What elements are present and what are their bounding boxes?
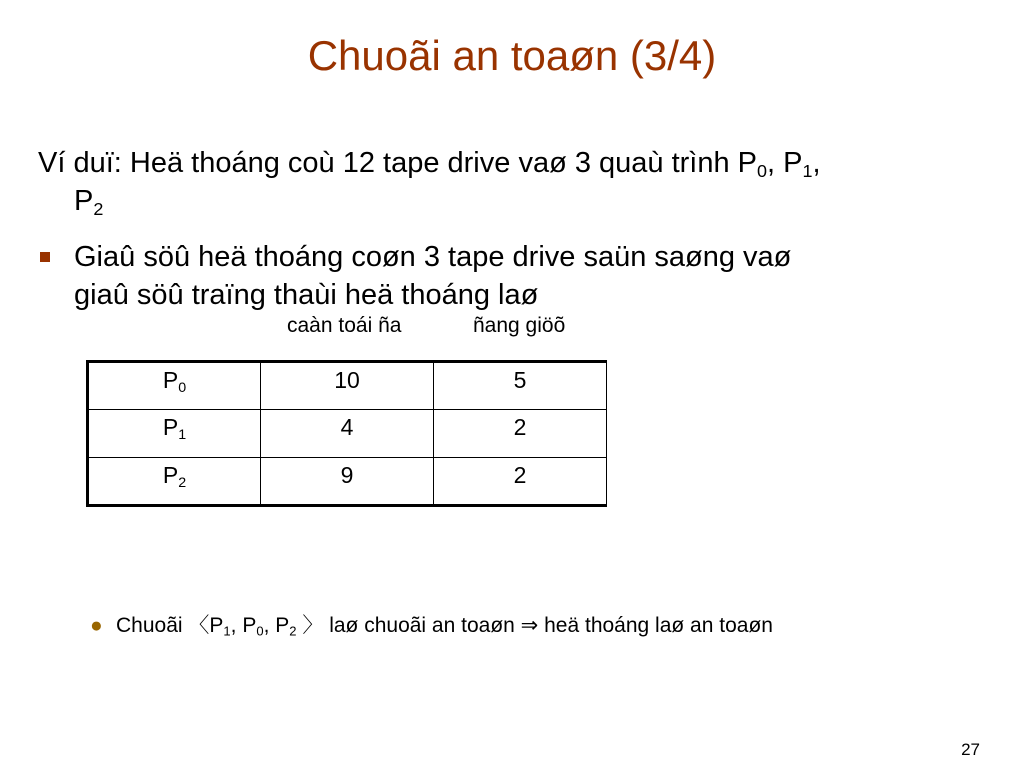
intro-sub-1: 1 xyxy=(802,161,813,182)
assumption-bullet xyxy=(40,238,1000,314)
intro-text: Ví duï: Heä thoáng coù 12 tape drive vaø 3 quaù trình P xyxy=(38,147,758,179)
seq-sep-b: , P xyxy=(263,614,290,637)
square-bullet-icon xyxy=(40,252,50,262)
intro-sub-2: 2 xyxy=(93,199,104,220)
sequence-middle: laø chuoãi an toaøn xyxy=(323,614,521,637)
allocation-table xyxy=(86,360,607,507)
max-cell: 4 xyxy=(261,410,434,458)
intro-sep-1: , P xyxy=(767,147,803,179)
holding-cell: 2 xyxy=(434,410,607,458)
seq-sep-a: , P xyxy=(230,614,257,637)
table-row xyxy=(88,362,607,410)
seq-sub-c: 2 xyxy=(289,623,297,639)
sequence-prefix: Chuoãi xyxy=(116,614,189,637)
example-intro xyxy=(38,144,998,220)
process-cell: $P_2$ xyxy=(88,458,261,506)
safe-sequence-bullet xyxy=(90,612,773,640)
assumption-line-2: giaû söû traïng thaùi heä thoáng laø xyxy=(74,279,539,311)
max-cell: 9 xyxy=(261,458,434,506)
close-bracket: 〉 xyxy=(296,614,324,637)
slide-title: Chuoãi an toaøn (3/4) xyxy=(307,32,717,79)
table-row xyxy=(88,458,607,506)
column-header-holding: ñang giöõ xyxy=(473,314,566,337)
table-row xyxy=(88,410,607,458)
process-cell: $P_1$ xyxy=(88,410,261,458)
seq-p-a: P xyxy=(209,614,224,637)
open-bracket: 〈 xyxy=(188,614,210,637)
seq-sub-a: 1 xyxy=(223,623,231,639)
intro-continuation xyxy=(38,182,998,220)
holding-cell: 2 xyxy=(434,458,607,506)
implies-arrow-icon: ⇒ xyxy=(520,614,539,637)
seq-sub-b: 0 xyxy=(256,623,264,639)
column-header-max: caàn toái ña xyxy=(287,314,402,337)
max-cell: 10 xyxy=(261,362,434,410)
round-bullet-icon: ● xyxy=(90,614,103,637)
intro-sub-0: 0 xyxy=(757,161,768,182)
holding-cell: 5 xyxy=(434,362,607,410)
page-number: 27 xyxy=(961,740,980,759)
assumption-line-1: Giaû söû heä thoáng coøn 3 tape drive saün saøng vaø xyxy=(74,241,792,273)
process-cell: $P_0$ xyxy=(88,362,261,410)
assumption-text xyxy=(40,238,1000,314)
sequence-suffix: heä thoáng laø an toaøn xyxy=(538,614,773,637)
intro-cont-p: P xyxy=(74,185,94,217)
intro-sep-2: , xyxy=(812,147,821,179)
